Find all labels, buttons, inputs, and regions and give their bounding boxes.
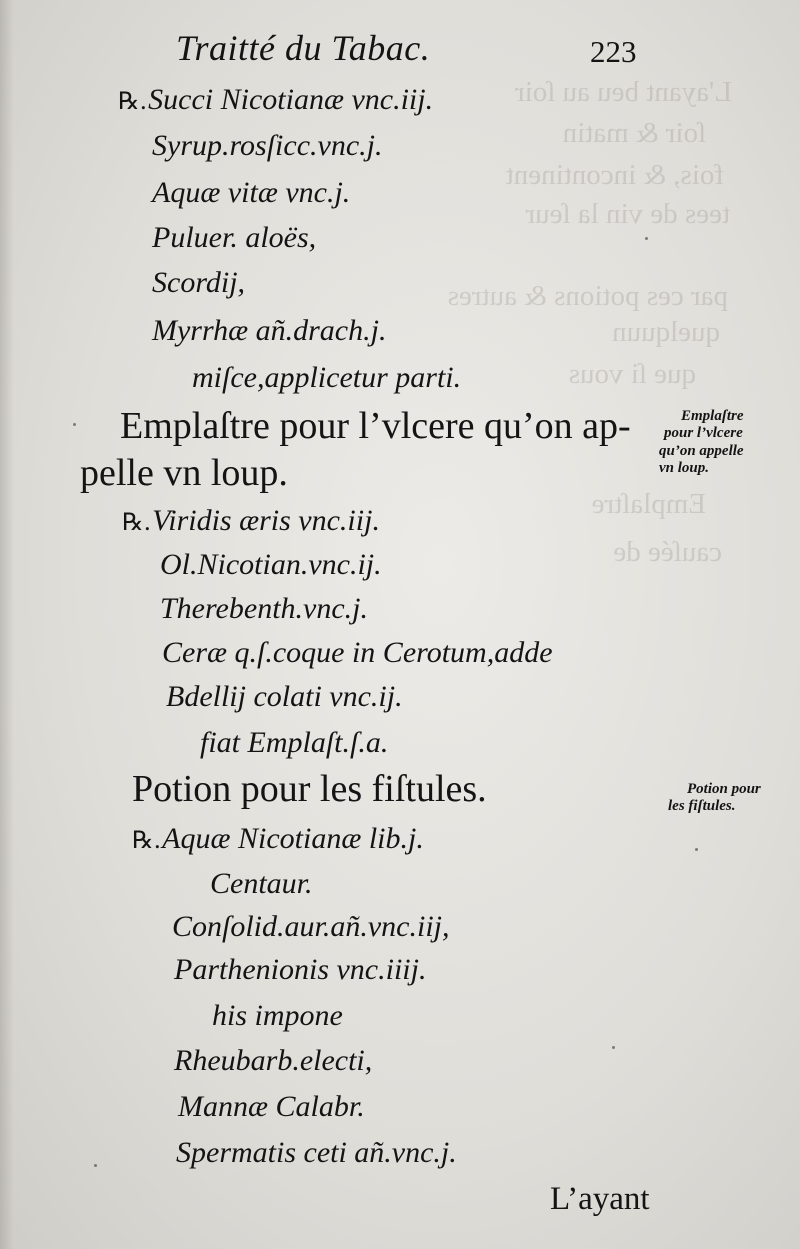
paper-speck — [612, 1046, 615, 1049]
recipe-text: Viridis æris vnc.iij. — [152, 504, 380, 537]
paper-speck — [695, 848, 698, 851]
recipe-line: miſce,applicetur parti. — [192, 361, 462, 394]
recipe-line: Rheubarb.electi, — [174, 1044, 373, 1077]
section-heading: Potion pour les fiſtules. — [132, 768, 487, 810]
recipe-line: Therebenth.vnc.j. — [160, 592, 368, 625]
paper-speck — [645, 237, 648, 240]
paper-speck — [73, 423, 76, 426]
bleed-through-text: cauſée de — [613, 536, 722, 568]
recipe-symbol: ℞. — [118, 87, 148, 115]
recipe-line: Ceræ q.ſ.coque in Cerotum,adde — [162, 636, 553, 669]
margin-note — [659, 408, 744, 477]
bleed-through-text: que ſi vous — [568, 358, 696, 390]
recipe-line: Parthenionis vnc.iiij. — [174, 953, 427, 986]
margin-note-line: qu’on appelle — [659, 442, 744, 459]
running-title: Traitté du Tabac. — [176, 28, 431, 68]
recipe-line: Centaur. — [210, 867, 313, 900]
bleed-through-text: L'ayant beu au ſoir — [514, 76, 732, 108]
recipe-line: Scordij, — [152, 266, 246, 299]
section-heading-line: pelle vn loup. — [80, 452, 288, 494]
recipe-line: Syrup.rosſicc.vnc.j. — [152, 129, 383, 162]
recipe-text: Succi Nicotianæ vnc.iij. — [148, 83, 434, 116]
recipe-line: Bdellij colati vnc.ij. — [166, 680, 403, 713]
recipe-line: Spermatis ceti añ.vnc.j. — [176, 1136, 457, 1169]
recipe-text: Aquæ Nicotianæ lib.j. — [162, 822, 424, 855]
recipe-line: Puluer. aloës, — [152, 221, 317, 254]
recipe-line: Conſolid.aur.añ.vnc.iij, — [172, 910, 450, 943]
recipe-line: fiat Emplaſt.ſ.a. — [200, 726, 389, 759]
recipe-line: Mannæ Calabr. — [178, 1090, 365, 1123]
recipe-line: Ol.Nicotian.vnc.ij. — [160, 548, 382, 581]
bleed-through-text: Emplaſtre — [591, 488, 706, 520]
paper-speck — [94, 1164, 97, 1167]
bleed-through-text: ſoir & matin — [562, 117, 706, 149]
recipe-line — [132, 824, 424, 854]
recipe-line: Myrrhæ añ.drach.j. — [152, 314, 387, 347]
section-heading-line: Emplaſtre pour l’vlcere qu’on ap- — [120, 405, 631, 447]
recipe-line — [118, 85, 433, 115]
catchword: L’ayant — [550, 1181, 650, 1217]
gutter-shadow — [0, 0, 14, 1249]
recipe-line: his impone — [212, 999, 343, 1032]
bleed-through-text: quelquun — [612, 316, 720, 348]
recipe-symbol: ℞. — [132, 826, 162, 854]
margin-note-line: Emplaſtre — [681, 408, 744, 424]
margin-note-line: Potion pour — [687, 781, 761, 797]
recipe-line — [122, 506, 380, 536]
margin-note-line: pour l’vlcere — [664, 425, 743, 442]
margin-note-line: les fiſtules. — [668, 798, 736, 815]
recipe-line: Aquæ vitæ vnc.j. — [152, 176, 351, 209]
page-number: 223 — [590, 34, 637, 69]
recipe-symbol: ℞. — [122, 508, 152, 536]
bleed-through-text: tees de vin la ſeur — [525, 198, 730, 230]
margin-note-line: vn loup. — [659, 459, 710, 476]
bleed-through-text: par ces potions & autres — [447, 280, 728, 312]
bleed-through-text: fois, & incontinent — [505, 159, 724, 191]
margin-note — [668, 781, 761, 816]
